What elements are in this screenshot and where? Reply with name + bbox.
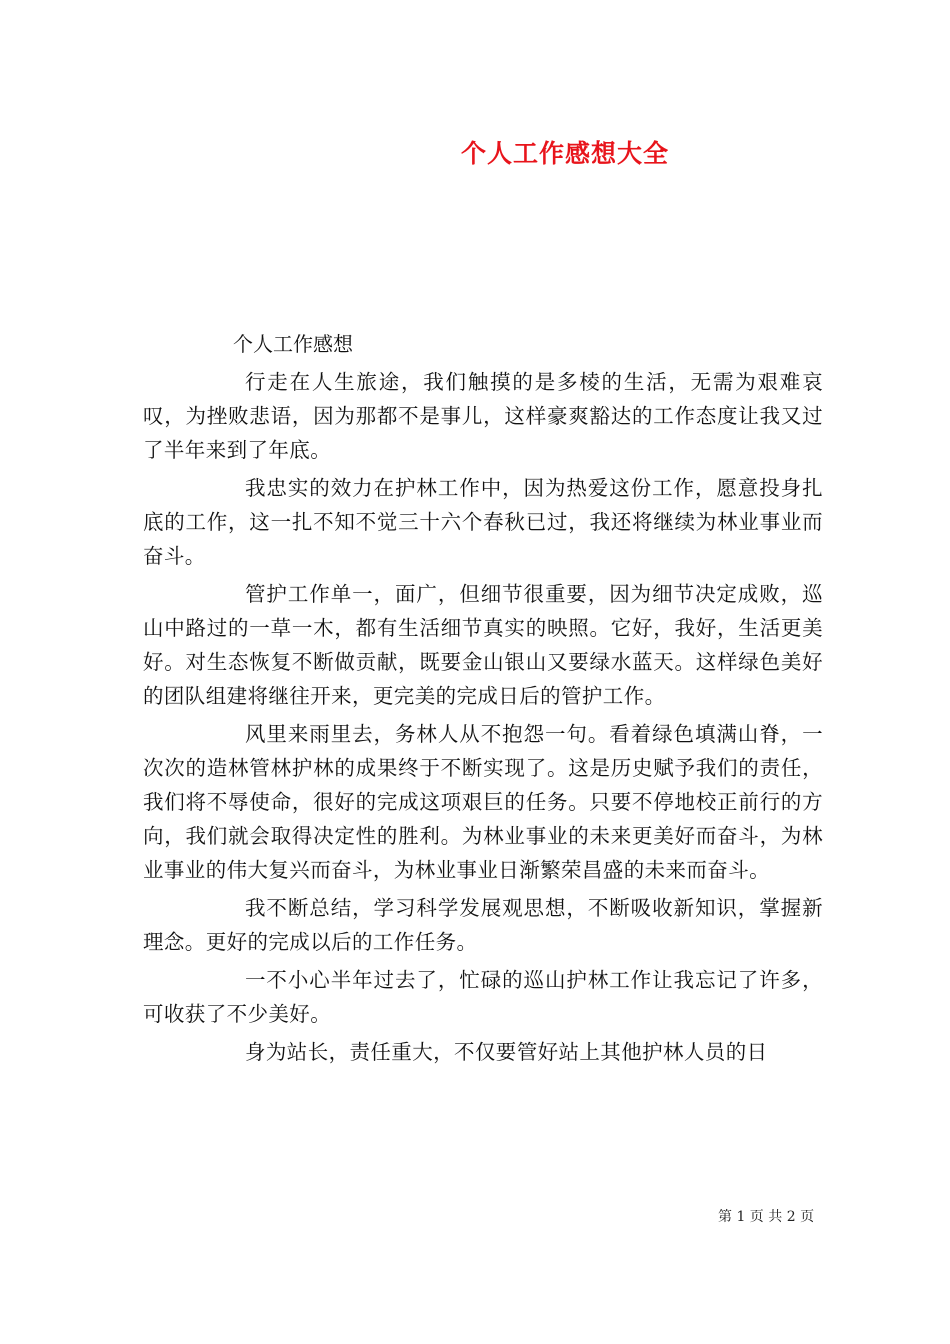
paragraph-6: 一不小心半年过去了，忙碌的巡山护林工作让我忘记了许多，可收获了不少美好。 xyxy=(143,968,823,1026)
document-body xyxy=(143,327,823,1073)
paragraph-5: 我不断总结，学习科学发展观思想，不断吸收新知识，掌握新理念。更好的完成以后的工作任务。 xyxy=(143,896,823,954)
paragraph-7: 身为站长，责任重大，不仅要管好站上其他护林人员的日 xyxy=(245,1040,768,1064)
paragraph-1: 行走在人生旅途，我们触摸的是多棱的生活，无需为艰难哀叹，为挫败悲语，因为那都不是事儿，这样豪爽豁达的工作态度让我又过了半年来到了年底。 xyxy=(143,370,823,462)
paragraph-4: 风里来雨里去，务林人从不抱怨一句。看着绿色填满山脊，一次次的造林管林护林的成果终于不断实现了。这是历史赋予我们的责任，我们将不辱使命，很好的完成这项艰巨的任务。只要不停地校正前行的方向，我们就会取得决定性的胜利。为林业事业的未来更美好而奋斗，为林业事业的伟大复兴而奋斗，为林业事业日渐繁荣昌盛的未来而奋斗。 xyxy=(143,722,823,882)
paragraph-2: 我忠实的效力在护林工作中，因为热爱这份工作，愿意投身扎底的工作，这一扎不知不觉三十六个春秋已过，我还将继续为林业事业而奋斗。 xyxy=(143,476,823,568)
page-number-footer: 第 1 页 共 2 页 xyxy=(718,1209,815,1225)
document-title: 个人工作感想大全 xyxy=(460,139,669,168)
document-subtitle: 个人工作感想 xyxy=(233,332,353,356)
paragraph-3: 管护工作单一，面广，但细节很重要，因为细节决定成败，巡山中路过的一草一木，都有生活细节真实的映照。它好，我好，生活更美好。对生态恢复不断做贡献，既要金山银山又要绿水蓝天。这样绿色美好的团队组建将继往开来，更完美的完成日后的管护工作。 xyxy=(143,582,823,708)
